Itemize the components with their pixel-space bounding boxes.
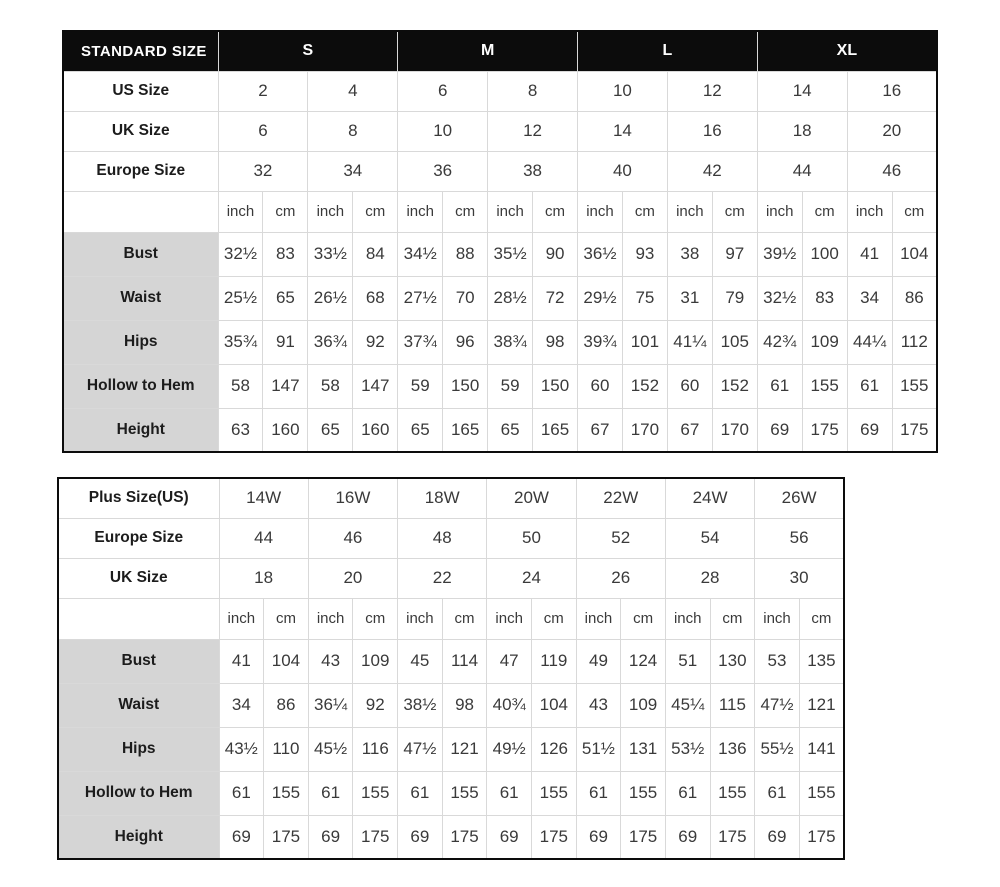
cell-value: 36¾ bbox=[308, 320, 353, 364]
cell-value: 83 bbox=[263, 232, 308, 276]
cell-value: 69 bbox=[398, 815, 443, 859]
cell-value: 32½ bbox=[757, 276, 802, 320]
cell-value: 67 bbox=[667, 408, 712, 452]
cell-value: 6 bbox=[218, 111, 308, 151]
unit-cell: inch bbox=[219, 598, 264, 639]
cell-value: 35½ bbox=[488, 232, 533, 276]
cell-value: 45½ bbox=[308, 727, 353, 771]
unit-cell: cm bbox=[442, 598, 487, 639]
cell-value: 72 bbox=[533, 276, 578, 320]
cell-value: 170 bbox=[712, 408, 757, 452]
cell-value: 79 bbox=[712, 276, 757, 320]
cell-value: 165 bbox=[533, 408, 578, 452]
unit-cell: inch bbox=[665, 598, 710, 639]
cell-value: 69 bbox=[755, 815, 800, 859]
cell-value: 45¼ bbox=[665, 683, 710, 727]
cell-value: 131 bbox=[621, 727, 666, 771]
cell-value: 150 bbox=[443, 364, 488, 408]
cell-value: 69 bbox=[757, 408, 802, 452]
cell-value: 16W bbox=[308, 478, 397, 518]
cell-value: 65 bbox=[263, 276, 308, 320]
cell-value: 86 bbox=[264, 683, 309, 727]
cell-value: 155 bbox=[710, 771, 755, 815]
conversion-row-europe-size bbox=[63, 151, 937, 191]
header-row bbox=[63, 31, 937, 71]
row-label-waist: Waist bbox=[58, 683, 219, 727]
cell-value: 109 bbox=[802, 320, 847, 364]
row-label-uk-size: UK Size bbox=[58, 558, 219, 598]
measurement-row-hollow-to-hem bbox=[58, 771, 844, 815]
cell-value: 4 bbox=[308, 71, 398, 111]
cell-value: 47½ bbox=[755, 683, 800, 727]
cell-value: 136 bbox=[710, 727, 755, 771]
cell-value: 105 bbox=[712, 320, 757, 364]
cell-value: 38½ bbox=[398, 683, 443, 727]
cell-value: 67 bbox=[578, 408, 623, 452]
cell-value: 75 bbox=[622, 276, 667, 320]
cell-value: 51½ bbox=[576, 727, 621, 771]
cell-value: 126 bbox=[531, 727, 576, 771]
row-label-bust: Bust bbox=[58, 639, 219, 683]
cell-value: 97 bbox=[712, 232, 757, 276]
size-group-m: M bbox=[398, 31, 578, 71]
cell-value: 34 bbox=[308, 151, 398, 191]
unit-cell: cm bbox=[892, 191, 937, 232]
cell-value: 175 bbox=[892, 408, 937, 452]
cell-value: 42 bbox=[667, 151, 757, 191]
standard-size-table bbox=[62, 30, 938, 453]
cell-value: 155 bbox=[802, 364, 847, 408]
cell-value: 121 bbox=[799, 683, 844, 727]
cell-value: 175 bbox=[621, 815, 666, 859]
conversion-row-europe-size bbox=[58, 518, 844, 558]
row-label-height: Height bbox=[63, 408, 218, 452]
cell-value: 155 bbox=[531, 771, 576, 815]
cell-value: 98 bbox=[442, 683, 487, 727]
row-label-uk-size: UK Size bbox=[63, 111, 218, 151]
cell-value: 58 bbox=[218, 364, 263, 408]
cell-value: 26W bbox=[755, 478, 844, 518]
measurement-row-bust bbox=[58, 639, 844, 683]
cell-value: 65 bbox=[308, 408, 353, 452]
cell-value: 141 bbox=[799, 727, 844, 771]
cell-value: 69 bbox=[665, 815, 710, 859]
cell-value: 45 bbox=[398, 639, 443, 683]
cell-value: 88 bbox=[443, 232, 488, 276]
cell-value: 119 bbox=[531, 639, 576, 683]
cell-value: 29½ bbox=[578, 276, 623, 320]
cell-value: 155 bbox=[892, 364, 937, 408]
cell-value: 32½ bbox=[218, 232, 263, 276]
cell-value: 152 bbox=[712, 364, 757, 408]
cell-value: 83 bbox=[802, 276, 847, 320]
cell-value: 59 bbox=[398, 364, 443, 408]
cell-value: 6 bbox=[398, 71, 488, 111]
cell-value: 69 bbox=[219, 815, 264, 859]
plus-size-table bbox=[57, 477, 845, 860]
cell-value: 175 bbox=[799, 815, 844, 859]
cell-value: 51 bbox=[665, 639, 710, 683]
cell-value: 35¾ bbox=[218, 320, 263, 364]
measurement-row-hollow-to-hem bbox=[63, 364, 937, 408]
cell-value: 147 bbox=[263, 364, 308, 408]
unit-row bbox=[58, 598, 844, 639]
row-label-us-size: US Size bbox=[63, 71, 218, 111]
cell-value: 34 bbox=[219, 683, 264, 727]
cell-value: 48 bbox=[398, 518, 487, 558]
cell-value: 84 bbox=[353, 232, 398, 276]
cell-value: 14W bbox=[219, 478, 308, 518]
cell-value: 20 bbox=[847, 111, 937, 151]
cell-value: 32 bbox=[218, 151, 308, 191]
cell-value: 101 bbox=[622, 320, 667, 364]
cell-value: 49½ bbox=[487, 727, 532, 771]
cell-value: 27½ bbox=[398, 276, 443, 320]
cell-value: 61 bbox=[398, 771, 443, 815]
cell-value: 69 bbox=[576, 815, 621, 859]
conversion-row-us-size bbox=[63, 71, 937, 111]
cell-value: 175 bbox=[802, 408, 847, 452]
cell-value: 43½ bbox=[219, 727, 264, 771]
cell-value: 28½ bbox=[488, 276, 533, 320]
cell-value: 38¾ bbox=[488, 320, 533, 364]
cell-value: 39¾ bbox=[578, 320, 623, 364]
cell-value: 22W bbox=[576, 478, 665, 518]
cell-value: 31 bbox=[667, 276, 712, 320]
cell-value: 110 bbox=[264, 727, 309, 771]
cell-value: 10 bbox=[578, 71, 668, 111]
row-label-plus-size-us: Plus Size(US) bbox=[58, 478, 219, 518]
cell-value: 160 bbox=[353, 408, 398, 452]
cell-value: 147 bbox=[353, 364, 398, 408]
cell-value: 43 bbox=[576, 683, 621, 727]
unit-cell: inch bbox=[487, 598, 532, 639]
cell-value: 61 bbox=[665, 771, 710, 815]
cell-value: 24W bbox=[665, 478, 754, 518]
cell-value: 42¾ bbox=[757, 320, 802, 364]
cell-value: 36 bbox=[398, 151, 488, 191]
cell-value: 160 bbox=[263, 408, 308, 452]
cell-value: 16 bbox=[847, 71, 937, 111]
cell-value: 91 bbox=[263, 320, 308, 364]
unit-cell: cm bbox=[263, 191, 308, 232]
unit-cell: cm bbox=[353, 598, 398, 639]
cell-value: 43 bbox=[308, 639, 353, 683]
cell-value: 8 bbox=[308, 111, 398, 151]
cell-value: 18W bbox=[398, 478, 487, 518]
cell-value: 47½ bbox=[398, 727, 443, 771]
cell-value: 54 bbox=[665, 518, 754, 558]
cell-value: 16 bbox=[667, 111, 757, 151]
cell-value: 61 bbox=[576, 771, 621, 815]
cell-value: 33½ bbox=[308, 232, 353, 276]
row-label-waist: Waist bbox=[63, 276, 218, 320]
cell-value: 68 bbox=[353, 276, 398, 320]
measurement-row-hips bbox=[63, 320, 937, 364]
cell-value: 36¼ bbox=[308, 683, 353, 727]
cell-value: 20 bbox=[308, 558, 397, 598]
cell-value: 38 bbox=[667, 232, 712, 276]
cell-value: 60 bbox=[667, 364, 712, 408]
row-label-hollow-to-hem: Hollow to Hem bbox=[58, 771, 219, 815]
cell-value: 109 bbox=[621, 683, 666, 727]
unit-row bbox=[63, 191, 937, 232]
unit-cell: cm bbox=[531, 598, 576, 639]
cell-value: 18 bbox=[757, 111, 847, 151]
cell-value: 155 bbox=[442, 771, 487, 815]
unit-cell: inch bbox=[488, 191, 533, 232]
cell-value: 2 bbox=[218, 71, 308, 111]
cell-value: 155 bbox=[264, 771, 309, 815]
conversion-row-uk-size bbox=[63, 111, 937, 151]
cell-value: 60 bbox=[578, 364, 623, 408]
cell-value: 46 bbox=[847, 151, 937, 191]
table-title: STANDARD SIZE bbox=[63, 31, 218, 71]
cell-value: 175 bbox=[264, 815, 309, 859]
cell-value: 12 bbox=[488, 111, 578, 151]
cell-value: 38 bbox=[488, 151, 578, 191]
unit-cell: inch bbox=[576, 598, 621, 639]
cell-value: 47 bbox=[487, 639, 532, 683]
cell-value: 44¼ bbox=[847, 320, 892, 364]
cell-value: 61 bbox=[487, 771, 532, 815]
unit-cell: inch bbox=[218, 191, 263, 232]
cell-value: 104 bbox=[264, 639, 309, 683]
unit-cell: inch bbox=[578, 191, 623, 232]
cell-value: 25½ bbox=[218, 276, 263, 320]
cell-value: 41¼ bbox=[667, 320, 712, 364]
cell-value: 10 bbox=[398, 111, 488, 151]
cell-value: 34½ bbox=[398, 232, 443, 276]
unit-cell: cm bbox=[799, 598, 844, 639]
cell-value: 121 bbox=[442, 727, 487, 771]
row-label-hollow-to-hem: Hollow to Hem bbox=[63, 364, 218, 408]
unit-cell: inch bbox=[667, 191, 712, 232]
cell-value: 26½ bbox=[308, 276, 353, 320]
cell-value: 22 bbox=[398, 558, 487, 598]
unit-cell: cm bbox=[443, 191, 488, 232]
row-label-hips: Hips bbox=[63, 320, 218, 364]
cell-value: 46 bbox=[308, 518, 397, 558]
cell-value: 65 bbox=[398, 408, 443, 452]
cell-value: 69 bbox=[308, 815, 353, 859]
unit-cell: inch bbox=[847, 191, 892, 232]
cell-value: 24 bbox=[487, 558, 576, 598]
cell-value: 69 bbox=[487, 815, 532, 859]
cell-value: 70 bbox=[443, 276, 488, 320]
cell-value: 41 bbox=[847, 232, 892, 276]
cell-value: 170 bbox=[622, 408, 667, 452]
cell-value: 18 bbox=[219, 558, 308, 598]
cell-value: 40¾ bbox=[487, 683, 532, 727]
cell-value: 90 bbox=[533, 232, 578, 276]
cell-value: 155 bbox=[799, 771, 844, 815]
cell-value: 104 bbox=[531, 683, 576, 727]
cell-value: 58 bbox=[308, 364, 353, 408]
measurement-row-height bbox=[58, 815, 844, 859]
conversion-row-uk-size bbox=[58, 558, 844, 598]
standard-table-grid bbox=[62, 30, 938, 453]
row-label-bust: Bust bbox=[63, 232, 218, 276]
cell-value: 41 bbox=[219, 639, 264, 683]
cell-value: 175 bbox=[442, 815, 487, 859]
cell-value: 63 bbox=[218, 408, 263, 452]
size-group-l: L bbox=[578, 31, 758, 71]
cell-value: 155 bbox=[353, 771, 398, 815]
unit-cell: cm bbox=[712, 191, 757, 232]
cell-value: 92 bbox=[353, 683, 398, 727]
cell-value: 109 bbox=[353, 639, 398, 683]
unit-cell: cm bbox=[533, 191, 578, 232]
cell-value: 8 bbox=[488, 71, 578, 111]
cell-value: 20W bbox=[487, 478, 576, 518]
cell-value: 56 bbox=[755, 518, 844, 558]
cell-value: 86 bbox=[892, 276, 937, 320]
cell-value: 50 bbox=[487, 518, 576, 558]
cell-value: 150 bbox=[533, 364, 578, 408]
cell-value: 112 bbox=[892, 320, 937, 364]
unit-cell: inch bbox=[308, 191, 353, 232]
row-label-europe-size: Europe Size bbox=[63, 151, 218, 191]
unit-cell: cm bbox=[622, 191, 667, 232]
cell-value: 36½ bbox=[578, 232, 623, 276]
unit-cell: inch bbox=[757, 191, 802, 232]
cell-value: 61 bbox=[219, 771, 264, 815]
row-label-height: Height bbox=[58, 815, 219, 859]
conversion-row-plus-size-us bbox=[58, 478, 844, 518]
measurement-row-waist bbox=[63, 276, 937, 320]
cell-value: 14 bbox=[757, 71, 847, 111]
cell-value: 49 bbox=[576, 639, 621, 683]
cell-value: 116 bbox=[353, 727, 398, 771]
cell-value: 61 bbox=[757, 364, 802, 408]
cell-value: 52 bbox=[576, 518, 665, 558]
cell-value: 55½ bbox=[755, 727, 800, 771]
measurement-row-hips bbox=[58, 727, 844, 771]
cell-value: 53½ bbox=[665, 727, 710, 771]
cell-value: 34 bbox=[847, 276, 892, 320]
cell-value: 155 bbox=[621, 771, 666, 815]
unit-cell: cm bbox=[621, 598, 666, 639]
cell-value: 93 bbox=[622, 232, 667, 276]
unit-cell: inch bbox=[755, 598, 800, 639]
cell-value: 175 bbox=[531, 815, 576, 859]
row-label-europe-size: Europe Size bbox=[58, 518, 219, 558]
unit-cell: inch bbox=[398, 598, 443, 639]
cell-value: 44 bbox=[219, 518, 308, 558]
cell-value: 61 bbox=[308, 771, 353, 815]
measurement-row-waist bbox=[58, 683, 844, 727]
size-group-xl: XL bbox=[757, 31, 937, 71]
cell-value: 98 bbox=[533, 320, 578, 364]
cell-value: 135 bbox=[799, 639, 844, 683]
cell-value: 69 bbox=[847, 408, 892, 452]
size-group-s: S bbox=[218, 31, 398, 71]
cell-value: 175 bbox=[710, 815, 755, 859]
cell-value: 100 bbox=[802, 232, 847, 276]
unit-cell: cm bbox=[353, 191, 398, 232]
unit-cell: inch bbox=[308, 598, 353, 639]
cell-value: 59 bbox=[488, 364, 533, 408]
measurement-row-bust bbox=[63, 232, 937, 276]
cell-value: 65 bbox=[488, 408, 533, 452]
cell-value: 28 bbox=[665, 558, 754, 598]
unit-cell: cm bbox=[802, 191, 847, 232]
cell-value: 130 bbox=[710, 639, 755, 683]
cell-value: 37¾ bbox=[398, 320, 443, 364]
cell-value: 12 bbox=[667, 71, 757, 111]
cell-value: 124 bbox=[621, 639, 666, 683]
cell-value: 96 bbox=[443, 320, 488, 364]
unit-cell: cm bbox=[264, 598, 309, 639]
cell-value: 115 bbox=[710, 683, 755, 727]
cell-value: 44 bbox=[757, 151, 847, 191]
cell-value: 40 bbox=[578, 151, 668, 191]
unit-cell: inch bbox=[398, 191, 443, 232]
cell-value: 14 bbox=[578, 111, 668, 151]
cell-value: 53 bbox=[755, 639, 800, 683]
cell-value: 30 bbox=[755, 558, 844, 598]
cell-value: 104 bbox=[892, 232, 937, 276]
unit-row-label bbox=[58, 598, 219, 639]
cell-value: 26 bbox=[576, 558, 665, 598]
cell-value: 152 bbox=[622, 364, 667, 408]
cell-value: 39½ bbox=[757, 232, 802, 276]
cell-value: 92 bbox=[353, 320, 398, 364]
unit-row-label bbox=[63, 191, 218, 232]
plus-table-grid bbox=[57, 477, 845, 860]
measurement-row-height bbox=[63, 408, 937, 452]
cell-value: 175 bbox=[353, 815, 398, 859]
row-label-hips: Hips bbox=[58, 727, 219, 771]
cell-value: 61 bbox=[755, 771, 800, 815]
cell-value: 165 bbox=[443, 408, 488, 452]
cell-value: 61 bbox=[847, 364, 892, 408]
cell-value: 114 bbox=[442, 639, 487, 683]
unit-cell: cm bbox=[710, 598, 755, 639]
